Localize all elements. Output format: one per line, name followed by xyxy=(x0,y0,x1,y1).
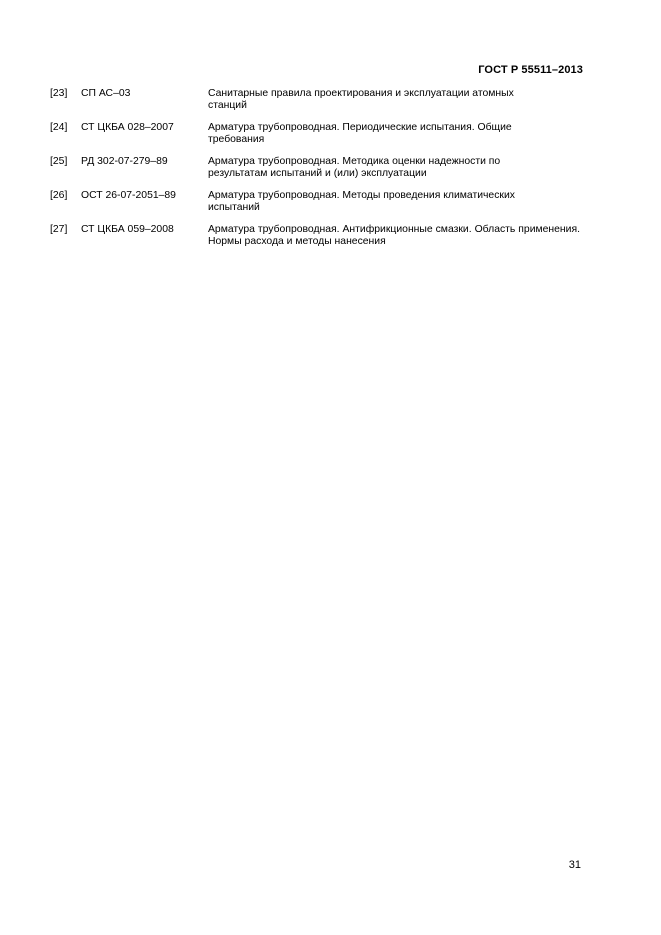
reference-title: Арматура трубопроводная. Методы проведения климатических испытаний xyxy=(208,190,515,213)
reference-item xyxy=(50,156,580,180)
reference-code: РД 302-07-279–89 xyxy=(81,156,168,167)
reference-item xyxy=(50,122,580,146)
reference-code: СТ ЦКБА 059–2008 xyxy=(81,224,174,235)
reference-number: [27] xyxy=(50,224,68,235)
reference-code: СТ ЦКБА 028–2007 xyxy=(81,122,174,133)
reference-title: Арматура трубопроводная. Методика оценки надежности по результатам испытаний и (или) эксплуатации xyxy=(208,156,501,179)
reference-item xyxy=(50,224,580,248)
reference-item xyxy=(50,88,580,112)
reference-number: [24] xyxy=(50,122,68,133)
reference-title: Арматура трубопроводная. Антифрикционные смазки. Область применения. Нормы расхода и методы нанесения xyxy=(208,224,580,247)
reference-code: СП АС–03 xyxy=(81,88,131,99)
reference-item xyxy=(50,190,580,214)
reference-list xyxy=(50,88,580,258)
document-header: ГОСТ Р 55511–2013 xyxy=(478,64,583,76)
reference-number: [26] xyxy=(50,190,68,201)
reference-number: [25] xyxy=(50,156,68,167)
reference-code: ОСТ 26-07-2051–89 xyxy=(81,190,176,201)
reference-title: Санитарные правила проектирования и эксплуатации атомных станций xyxy=(208,88,514,111)
page-number: 31 xyxy=(568,859,581,871)
reference-title: Арматура трубопроводная. Периодические испытания. Общие требования xyxy=(208,122,512,145)
reference-number: [23] xyxy=(50,88,68,99)
